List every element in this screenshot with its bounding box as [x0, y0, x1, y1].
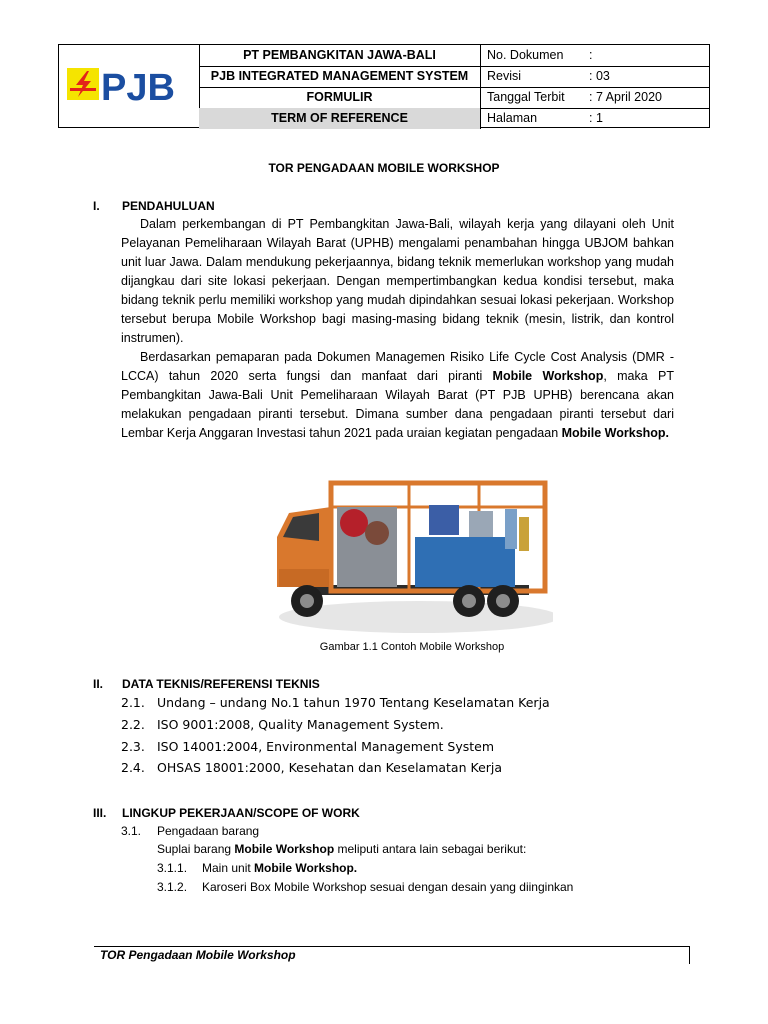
document-title: TOR PENGADAAN MOBILE WORKSHOP: [268, 161, 500, 175]
section-3-heading: LINGKUP PEKERJAAN/SCOPE OF WORK: [122, 806, 360, 820]
section-1-paragraph-1: Dalam perkembangan di PT Pembangkitan Jawa-Bali, wilayah kerja yang dilayani oleh Unit Pelayanan Pemeliharaan Wilayah Barat (UPHB) mengalami penambahan hingga UBJOM bahkan unit luar Jawa. Dalam mendukung pekerjaannya, bidang teknik memerlukan workshop yang mudah dijangkau dari site lokasi pekerjaan. Dengan mempertimbangkan kedua kondisi tersebut, maka bidang teknik perlu memiliki workshop yang mudah dipindahkan sesuai lokasi pekerjaan. Workshop tersebut berupa Mobile Workshop bagi masing-masing bidang teknik (mesin, listrik, dan kontrol instrumen).: [121, 217, 674, 345]
header-row-4: [199, 108, 709, 129]
reference-item-text: Undang – undang No.1 tahun 1970 Tentang Keselamatan Kerja: [157, 695, 550, 710]
scope-item-text-a: Main unit: [202, 861, 255, 875]
desc-text-c: meliputi antara lain sebagai berikut:: [334, 842, 527, 856]
logo-cell: [59, 45, 200, 127]
p2-bold-mobile-workshop: Mobile Workshop: [492, 369, 604, 383]
form-name: TERM OF REFERENCE: [199, 108, 481, 129]
section-1-number: I.: [93, 199, 100, 213]
header-row-1: [199, 45, 709, 67]
p2-bold-mobile-workshop-end: Mobile Workshop.: [561, 426, 670, 440]
system-name: PJB INTEGRATED MANAGEMENT SYSTEM: [199, 66, 481, 87]
scope-item-text-a: Karoseri Box Mobile Workshop sesuai dengan desain yang diinginkan: [202, 880, 574, 894]
issued-value: : 7 April 2020: [589, 90, 662, 104]
section-3-number: III.: [93, 806, 107, 820]
pjb-logo: [67, 65, 189, 107]
scope-item-text-bold: Mobile Workshop.: [254, 861, 358, 875]
footer-text: TOR Pengadaan Mobile Workshop: [100, 948, 296, 962]
p2-text-a: Berdasarkan pemaparan pada Dokumen Managemen Risiko Life Cycle Cost Analysis (DMR - LCCA) tahun 2020 serta fungsi dan manfaat dari piranti: [121, 350, 674, 383]
header-row-2: [199, 66, 709, 88]
issued-label: Tanggal Terbit: [487, 90, 565, 104]
desc-text-a: Suplai barang: [157, 842, 235, 856]
document-header-table: [58, 44, 710, 128]
logo-text: PJB: [101, 67, 175, 107]
form-type: FORMULIR: [199, 87, 481, 108]
p2-text-c: , maka PT Pembangkitan Jawa-Bali Unit Pemeliharaan Wilayah Barat (PT PJB UPHB) berencana akan melakukan pengadaan piranti tersebut. Dimana sumber dana pengadaan piranti tersebut dari Lembar Kerja Anggaran Investasi tahun 2021 pada uraian kegiatan pengadaan: [121, 369, 674, 440]
scope-item-num: 3.1.2.: [157, 880, 188, 894]
scope-item-text: [202, 861, 357, 875]
revision-label: Revisi: [487, 69, 522, 83]
page-label: Halaman: [487, 111, 538, 125]
subsection-number: 3.1.: [121, 824, 142, 838]
reference-item-num: 2.3.: [121, 739, 145, 754]
header-row-3: [199, 87, 709, 109]
reference-item-text: ISO 9001:2008, Quality Management System.: [157, 717, 444, 732]
mobile-workshop-truck-image: [269, 477, 553, 639]
footer-divider: [94, 946, 690, 947]
figure-caption: Gambar 1.1 Contoh Mobile Workshop: [319, 641, 505, 653]
desc-bold: Mobile Workshop: [234, 842, 335, 856]
page-value: : 1: [589, 111, 603, 125]
section-2-heading: DATA TEKNIS/REFERENSI TEKNIS: [122, 677, 320, 691]
subsection-title: Pengadaan barang: [157, 824, 260, 838]
section-2-number: II.: [93, 677, 104, 691]
reference-item-num: 2.2.: [121, 717, 145, 732]
subsection-description: [157, 842, 526, 856]
doc-no-value: :: [589, 48, 593, 62]
doc-no-label: No. Dokumen: [487, 48, 564, 62]
company-name: PT PEMBANGKITAN JAWA-BALI: [199, 45, 481, 66]
reference-item-num: 2.1.: [121, 695, 145, 710]
scope-item-num: 3.1.1.: [157, 861, 188, 875]
reference-item-num: 2.4.: [121, 760, 145, 775]
scope-item-text: [202, 880, 573, 894]
footer-tick: [689, 946, 690, 964]
reference-item-text: OHSAS 18001:2000, Kesehatan dan Keselamatan Kerja: [157, 760, 503, 775]
reference-item-text: ISO 14001:2004, Environmental Management System: [157, 739, 495, 754]
section-1-paragraph-2: [121, 348, 674, 443]
section-1-heading: PENDAHULUAN: [122, 199, 215, 213]
revision-value: : 03: [589, 69, 610, 83]
